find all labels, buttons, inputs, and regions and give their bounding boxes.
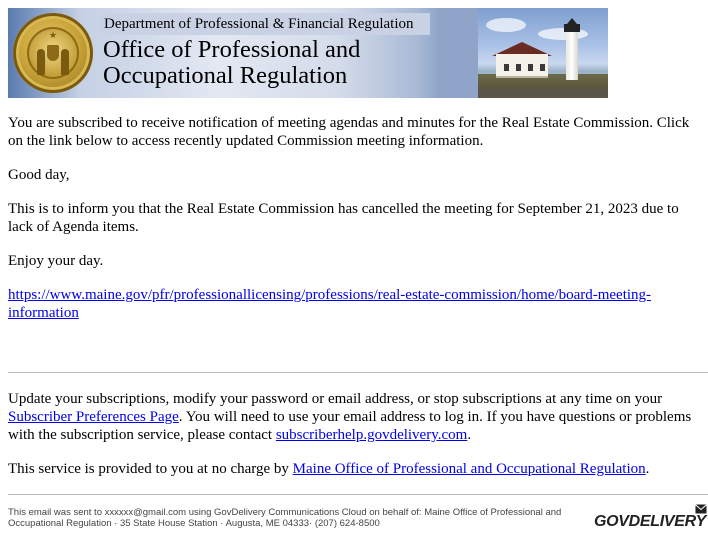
service-text xyxy=(8,460,708,478)
footer-text xyxy=(8,507,598,529)
office-name-line2: Occupational Regulation xyxy=(103,62,348,89)
notice-text: This is to inform you that the Real Estate Commission has cancelled the meeting for September 21, 2023 due to lack of Agenda items. xyxy=(8,201,679,235)
header-banner xyxy=(8,8,608,98)
footer-line-1: This email was sent to xxxxxx@gmail.com using GovDelivery Communications Cloud on behalf of: Maine Office of Professional and xyxy=(8,507,562,518)
intro-text: You are subscribed to receive notification of meeting agendas and minutes for the Real Estate Commission. Click on the link below to access recently updated Commission meeting information. xyxy=(8,115,690,149)
subscription-text-middle: . You will need to use your email address to log in. If you have questions or problems with the subscription service, please contact xyxy=(8,409,692,443)
service-text-start: This service is provided to you at no charge by xyxy=(8,461,293,477)
seal-star-icon: ★ xyxy=(49,30,58,40)
lighthouse-cap xyxy=(567,18,577,24)
footer-line-2: Occupational Regulation · 35 State House Station · Augusta, ME 04333· (207) 624-8500 xyxy=(8,518,380,529)
subscription-text-end: . xyxy=(467,427,472,443)
meeting-info-paragraph xyxy=(8,286,700,322)
cloud xyxy=(538,28,588,40)
seal-shield xyxy=(47,45,59,61)
meeting-info-link[interactable]: https://www.maine.gov/pfr/professionallicensing/professions/real-estate-commission/home/board-meeting-information xyxy=(8,287,652,321)
lighthouse-tower xyxy=(566,32,578,80)
govdelivery-logo xyxy=(592,503,708,535)
seal-figure-right xyxy=(61,49,69,75)
house-window xyxy=(528,64,533,71)
office-name xyxy=(103,37,360,89)
maine-state-seal-icon xyxy=(13,13,93,93)
footer-divider xyxy=(8,494,708,495)
house-window xyxy=(540,64,545,71)
house-window xyxy=(504,64,509,71)
department-name: Department of Professional & Financial Regulation xyxy=(104,16,414,32)
cloud xyxy=(486,18,526,32)
lighthouse-lantern xyxy=(564,24,580,32)
email-body xyxy=(8,114,700,338)
divider xyxy=(8,372,708,373)
subscriber-help-link[interactable]: subscriberhelp.govdelivery.com xyxy=(275,427,468,443)
greeting-text: Good day, xyxy=(8,167,70,183)
subscriber-preferences-link[interactable]: Subscriber Preferences Page xyxy=(8,409,179,425)
maine-oopr-link[interactable]: Maine Office of Professional and Occupational Regulation xyxy=(292,461,646,477)
scene-rocks xyxy=(478,88,608,98)
seal-figure-left xyxy=(37,49,45,75)
envelope-icon xyxy=(695,504,707,514)
seal-center xyxy=(27,27,79,79)
subscription-text-start: Update your subscriptions, modify your password or email address, or stop subscriptions at any time on your xyxy=(8,391,663,407)
service-text-end: . xyxy=(645,461,650,477)
lighthouse-photo xyxy=(478,8,608,98)
office-name-line1: Office of Professional and xyxy=(103,36,361,63)
house-window xyxy=(516,64,521,71)
subscription-text xyxy=(8,390,708,444)
govdelivery-logo-text: GOVDELIVERY xyxy=(594,513,706,530)
subscription-section xyxy=(8,390,708,494)
closing-text: Enjoy your day. xyxy=(8,253,104,269)
